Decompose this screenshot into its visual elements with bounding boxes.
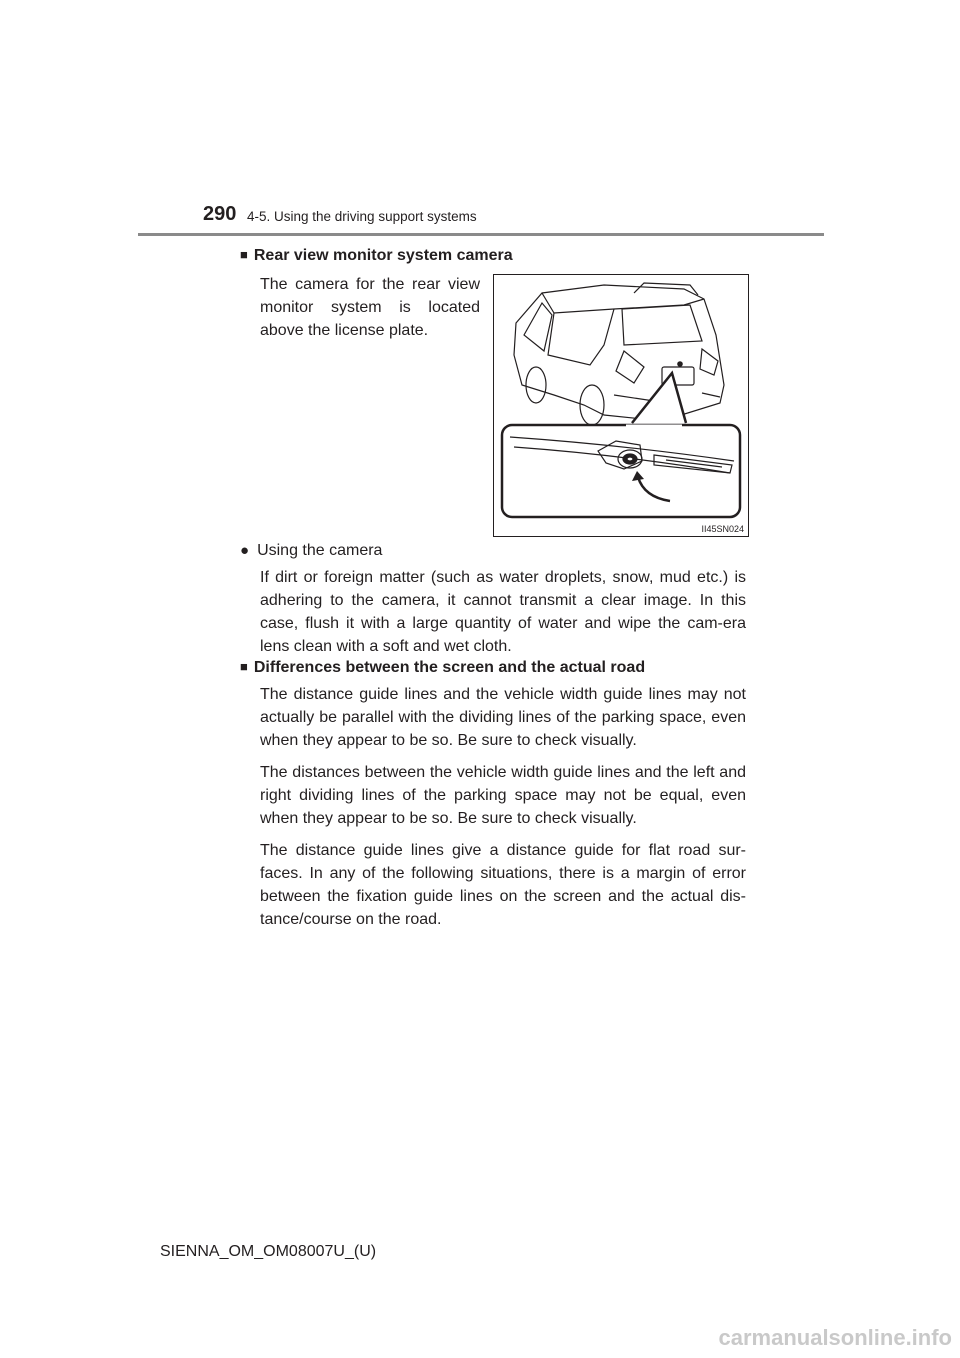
heading-differences-text: Differences between the screen and the actual road	[253, 659, 646, 676]
footer-document-id: SIENNA_OM_OM08007U_(U)	[160, 1243, 377, 1260]
heading-rear-camera-text: Rear view monitor system camera	[253, 247, 513, 264]
section-title: 4-5. Using the driving support systems	[247, 209, 477, 224]
square-bullet-icon: ■	[240, 659, 248, 674]
figure-code: II45SN024	[701, 524, 744, 534]
watermark: carmanualsonline.info	[718, 1325, 952, 1350]
heading-differences	[240, 658, 645, 678]
camera-intro-text: The camera for the rear view monitor system is located above the license plate.	[260, 276, 480, 339]
square-bullet-icon: ■	[240, 247, 248, 262]
round-bullet-icon: ●	[240, 542, 250, 559]
heading-rear-camera	[240, 246, 513, 266]
differences-paragraph-1: The distance guide lines and the vehicle width guide lines may not actually be parallel with the dividing lines of the parking space, even when they appear to be so. Be sure to check visually.	[260, 686, 746, 749]
using-camera-text: If dirt or foreign matter (such as water droplets, snow, mud etc.) is adhering to the camera, it cannot transmit a clear image. In this case, flush it with a large quantity of water and wipe the cam-era lens clean with a soft and wet cloth.	[260, 569, 746, 655]
differences-paragraph-3: The distance guide lines give a distance guide for flat road sur-faces. In any of the following situations, there is a margin of error between the fixation guide lines on the screen and the actual dis-tance/course on the road.	[260, 842, 746, 928]
camera-location-figure	[493, 274, 749, 537]
header-rule	[138, 233, 824, 236]
sub-bullet-using-camera	[240, 541, 382, 561]
differences-paragraph-2: The distances between the vehicle width guide lines and the left and right dividing lines of the parking space may not be equal, even when they appear to be so. Be sure to check visually.	[260, 764, 746, 827]
rear-camera-illustration	[494, 275, 750, 538]
sub-bullet-using-camera-text: Using the camera	[257, 542, 383, 559]
page-number: 290	[203, 203, 237, 225]
